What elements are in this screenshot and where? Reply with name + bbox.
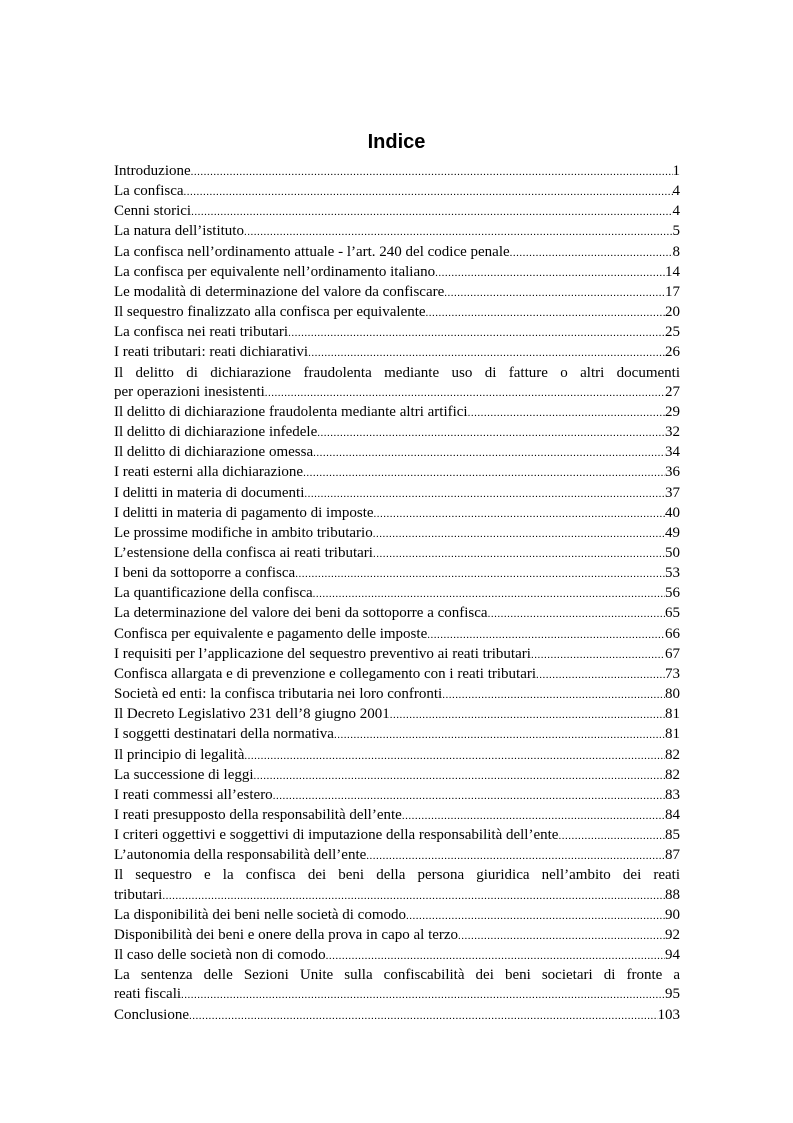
toc-leader-dots <box>288 324 665 343</box>
toc-page-number: 67 <box>665 645 680 662</box>
toc-page-number: 1 <box>672 163 680 179</box>
toc-entry-title: Conclusione <box>114 1006 189 1023</box>
toc-entry-title: La disponibilità dei beni nelle società di comodo <box>114 906 407 923</box>
toc-leader-dots <box>373 525 665 544</box>
toc-entry[interactable] <box>114 725 680 745</box>
toc-leader-dots <box>426 304 665 323</box>
toc-entry-title: Le prossime modifiche in ambito tributario <box>114 524 373 541</box>
toc-page-number: 87 <box>665 847 680 864</box>
toc-entry-title: per operazioni inesistenti <box>114 383 265 400</box>
toc-entry[interactable] <box>114 202 680 222</box>
toc-leader-dots <box>244 223 673 242</box>
toc-entry[interactable] <box>114 504 680 524</box>
toc-entry-title: I delitti in materia di pagamento di imposte <box>114 504 374 521</box>
toc-leader-dots <box>181 986 665 1005</box>
toc-entry-title: Il principio di legalità <box>114 746 245 763</box>
toc-entry-title: I reati tributari: reati dichiarativi <box>114 344 309 361</box>
toc-leader-dots <box>191 203 672 222</box>
toc-entry[interactable] <box>114 283 680 303</box>
page-title: Indice <box>367 131 426 153</box>
toc-entry-title: Confisca allargata e di prevenzione e collegamento con i reati tributari <box>114 665 537 682</box>
toc-entry[interactable] <box>114 985 680 1005</box>
toc-entry[interactable] <box>114 162 680 182</box>
toc-entry-title: Il delitto di dichiarazione omessa <box>114 444 314 461</box>
toc-entry[interactable] <box>114 886 680 906</box>
toc-leader-dots <box>244 747 665 766</box>
toc-entry[interactable] <box>114 564 680 584</box>
toc-page-number: 66 <box>665 625 680 642</box>
toc-entry-text-first-line: La sentenza delle Sezioni Unite sulla confiscabilità dei beni societari di fronte a <box>114 967 680 984</box>
toc-page-number: 37 <box>665 484 680 501</box>
toc-entry-text-first-line: Il delitto di dichiarazione fraudolenta mediante uso di fatture o altri documenti <box>114 364 680 381</box>
toc-entry-title: Il Decreto Legislativo 231 dell’8 giugno 2001 <box>114 706 390 723</box>
toc-entry[interactable] <box>114 383 680 403</box>
toc-leader-dots <box>558 827 665 846</box>
toc-leader-dots <box>458 927 665 946</box>
toc-page-number: 103 <box>657 1006 680 1023</box>
toc-entry-title: Confisca per equivalente e pagamento delle imposte <box>114 625 428 642</box>
toc-page-number: 25 <box>665 324 680 341</box>
toc-entry[interactable] <box>114 524 680 544</box>
toc-leader-dots <box>308 344 665 363</box>
toc-entry[interactable] <box>114 846 680 866</box>
toc-entry-title: Il caso delle società non di comodo <box>114 947 326 964</box>
toc-page-number: 94 <box>665 947 680 964</box>
toc-page-number: 4 <box>672 203 680 220</box>
toc-leader-dots <box>531 646 665 665</box>
toc-entry-title: I criteri oggettivi e soggettivi di imputazione della responsabilità dell’ente <box>114 827 559 844</box>
toc-entry-title: tributari <box>114 886 163 903</box>
toc-leader-dots <box>295 565 665 584</box>
toc-leader-dots <box>304 485 665 504</box>
toc-page-number: 49 <box>665 524 680 541</box>
toc-entry-title: I requisiti per l’applicazione del sequestro preventivo ai reati tributari <box>114 645 531 662</box>
table-of-contents <box>114 162 680 1026</box>
toc-entry[interactable] <box>114 705 680 725</box>
toc-page-number: 84 <box>665 807 680 823</box>
toc-entry[interactable] <box>114 645 680 665</box>
toc-page-number: 82 <box>665 766 680 783</box>
toc-entry-title: Disponibilità dei beni e onere della prova in capo al terzo <box>114 926 459 943</box>
toc-leader-dots <box>536 666 665 685</box>
toc-entry-title: I reati presupposto della responsabilità dell’ente <box>114 807 402 823</box>
toc-entry-title: La determinazione del valore dei beni da sottoporre a confisca <box>114 605 488 622</box>
toc-entry[interactable] <box>114 323 680 343</box>
toc-leader-dots <box>184 183 673 202</box>
toc-entry-title: I beni da sottoporre a confisca <box>114 565 296 582</box>
toc-page-number: 4 <box>672 183 680 200</box>
toc-entry-title: L’estensione della confisca ai reati tributari <box>114 544 373 561</box>
toc-page-number: 53 <box>665 565 680 582</box>
toc-entry-title: Il sequestro finalizzato alla confisca per equivalente <box>114 304 426 321</box>
toc-entry-title: La confisca nei reati tributari <box>114 324 289 341</box>
toc-page-number: 92 <box>665 926 680 943</box>
toc-leader-dots <box>488 605 665 624</box>
toc-entry-title: I soggetti destinatari della normativa <box>114 726 334 743</box>
toc-entry[interactable] <box>114 182 680 202</box>
toc-entry-title: La confisca <box>114 183 184 200</box>
toc-entry-title: L’autonomia della responsabilità dell’ente <box>114 847 367 864</box>
toc-page-number: 81 <box>665 726 680 743</box>
toc-leader-dots <box>334 726 665 745</box>
toc-leader-dots <box>189 1007 658 1026</box>
toc-entry[interactable] <box>114 625 680 645</box>
toc-entry[interactable] <box>114 584 680 604</box>
toc-page-number: 29 <box>665 403 680 420</box>
toc-page-number: 81 <box>665 706 680 723</box>
toc-page-number: 8 <box>672 243 680 260</box>
toc-entry[interactable] <box>114 906 680 926</box>
toc-entry-text-first-line: Il sequestro e la confisca dei beni della persona giuridica nell’ambito dei reati <box>114 867 680 884</box>
toc-entry[interactable] <box>114 826 680 846</box>
toc-entry-title: Introduzione <box>114 163 191 179</box>
toc-leader-dots <box>313 585 665 604</box>
toc-entry[interactable] <box>114 766 680 786</box>
toc-page-number: 17 <box>665 283 680 300</box>
toc-leader-dots <box>402 807 665 826</box>
toc-page-number: 40 <box>665 504 680 521</box>
toc-page-number: 5 <box>672 223 680 240</box>
toc-entry[interactable] <box>114 443 680 463</box>
toc-entry[interactable] <box>114 685 680 705</box>
toc-leader-dots <box>265 384 665 403</box>
toc-entry[interactable] <box>114 786 680 806</box>
toc-page-number: 20 <box>665 304 680 321</box>
toc-entry[interactable] <box>114 746 680 766</box>
toc-entry-title: La successione di leggi <box>114 766 254 783</box>
toc-leader-dots <box>442 686 665 705</box>
toc-leader-dots <box>317 424 665 443</box>
toc-entry[interactable] <box>114 243 680 263</box>
toc-leader-dots <box>374 505 665 524</box>
toc-entry[interactable] <box>114 484 680 504</box>
toc-leader-dots <box>406 907 665 926</box>
toc-entry[interactable] <box>114 423 680 443</box>
toc-leader-dots <box>468 404 665 423</box>
toc-entry[interactable] <box>114 263 680 283</box>
toc-entry-line <box>114 966 680 985</box>
toc-leader-dots <box>191 163 673 182</box>
toc-page-number: 82 <box>665 746 680 763</box>
toc-entry[interactable] <box>114 222 680 242</box>
toc-leader-dots <box>162 887 665 906</box>
toc-entry-title: Cenni storici <box>114 203 192 220</box>
toc-page-number: 65 <box>665 605 680 622</box>
toc-entry[interactable] <box>114 544 680 564</box>
toc-leader-dots <box>435 264 665 283</box>
toc-leader-dots <box>366 847 665 866</box>
toc-entry-title: La confisca nell’ordinamento attuale - l’art. 240 del codice penale <box>114 243 510 260</box>
toc-entry[interactable] <box>114 926 680 946</box>
toc-page-number: 32 <box>665 424 680 441</box>
toc-entry-title: I reati commessi all’estero <box>114 786 273 803</box>
toc-page-number: 83 <box>665 786 680 803</box>
toc-page-number: 95 <box>665 986 680 1003</box>
toc-leader-dots <box>427 626 665 645</box>
toc-leader-dots <box>390 706 665 725</box>
toc-page-number: 88 <box>665 886 680 903</box>
toc-leader-dots <box>444 284 665 303</box>
toc-page-number: 73 <box>665 665 680 682</box>
toc-entry-title: La natura dell’istituto <box>114 223 244 240</box>
toc-entry[interactable] <box>114 806 680 826</box>
toc-leader-dots <box>326 947 665 966</box>
toc-page-number: 14 <box>665 263 680 280</box>
toc-entry-title: Il delitto di dichiarazione fraudolenta mediante altri artifici <box>114 403 468 420</box>
toc-entry[interactable] <box>114 403 680 423</box>
toc-leader-dots <box>313 444 665 463</box>
toc-page-number: 56 <box>665 585 680 602</box>
toc-entry[interactable] <box>114 343 680 363</box>
toc-page-number: 80 <box>665 686 680 703</box>
toc-entry-title: Il delitto di dichiarazione infedele <box>114 424 318 441</box>
toc-entry[interactable] <box>114 303 680 323</box>
toc-entry-title: La quantificazione della confisca <box>114 585 313 602</box>
toc-entry-title: Società ed enti: la confisca tributaria nei loro confronti <box>114 686 443 703</box>
toc-leader-dots <box>510 244 673 263</box>
toc-entry-title: reati fiscali <box>114 986 182 1003</box>
toc-page-number: 34 <box>665 444 680 461</box>
toc-entry[interactable] <box>114 463 680 483</box>
toc-entry-title: I delitti in materia di documenti <box>114 484 305 501</box>
toc-page-number: 85 <box>665 827 680 844</box>
toc-leader-dots <box>273 787 665 806</box>
toc-entry-title: Le modalità di determinazione del valore da confiscare <box>114 283 445 300</box>
toc-leader-dots <box>254 767 665 786</box>
toc-leader-dots <box>303 464 665 483</box>
toc-entry[interactable] <box>114 1006 680 1026</box>
toc-page-number: 50 <box>665 544 680 561</box>
toc-entry[interactable] <box>114 665 680 685</box>
toc-entry-title: I reati esterni alla dichiarazione <box>114 464 304 481</box>
toc-entry-line <box>114 364 680 383</box>
toc-page-number: 90 <box>665 906 680 923</box>
toc-entry[interactable] <box>114 946 680 966</box>
toc-entry[interactable] <box>114 604 680 624</box>
toc-page-number: 27 <box>665 383 680 400</box>
toc-entry-line <box>114 866 680 885</box>
toc-leader-dots <box>373 545 665 564</box>
toc-page-number: 36 <box>665 464 680 481</box>
toc-page-number: 26 <box>665 344 680 361</box>
toc-entry-title: La confisca per equivalente nell’ordinamento italiano <box>114 263 436 280</box>
